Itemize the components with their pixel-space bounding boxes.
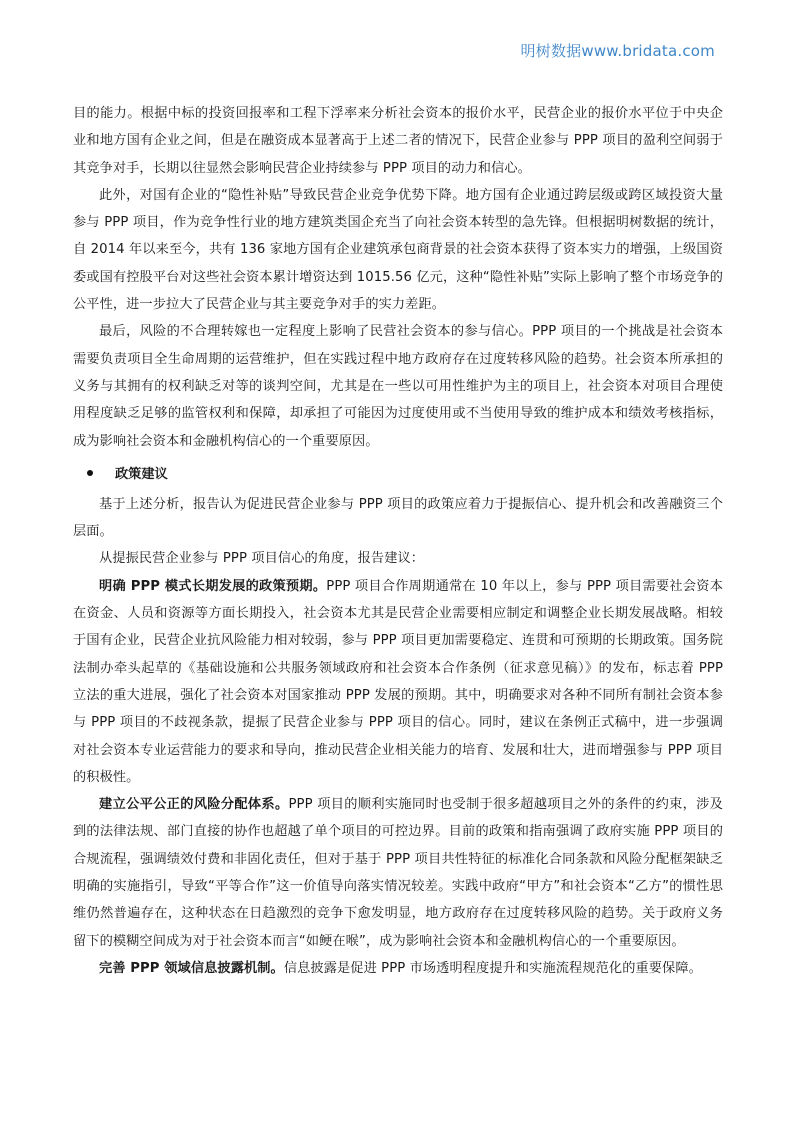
section-heading-text: 政策建议 [115,467,168,483]
paragraph-6-body: PPP 项目合作周期通常在 10 年以上，参与 PPP 项目需要社会资本在资金、人员和资源等方面长期投入，社会资本尤其是民营企业需要相应制定和调整企业长期发展战略。相较于国有企业，民营企业抗风险能力相对较弱，参与 PPP 项目更加需要稳定、连贯和可预期的长期政策。国务院法制办牵头起草的《基础设施和公共服务领域政府和社会资本合作条例（征求意见稿）》的发布，标志着 PPP 立法的重大进展，强化了社会资本对国家推动 PPP 发展的预期。其中，明确要求对各种不同所有制社会资本参与 PPP 项目的不歧视条款，提振了民营企业参与 PPP 项目的信心。同时，建议在条例正式稿中，进一步强调对社会资本专业运营能力的要求和导向，推动民营企业相关能力的培育、发展和壮大，进而增强参与 PPP 项目的积极性。 [73,578,723,785]
paragraph-7-body: PPP 项目的顺利实施同时也受制于很多超越项目之外的条件的约束，涉及到的法律法规、部门直接的协作也超越了单个项目的可控边界。目前的政策和指南强调了政府实施 PPP 项目的合规流程，强调绩效付费和非固化责任，但对于基于 PPP 项目共性特征的标准化合同条款和风险分配框架缺乏明确的实施指引，导致“平等合作”这一价值导向落实情况较差。实践中政府“甲方”和社会资本“乙方”的惯性思维仍然普遍存在，这种状态在日趋激烈的竞争下愈发明显，地方政府存在过度转移风险的趋势。关于政府义务留下的模糊空间成为对于社会资本而言“如鲠在喉”，成为影响社会资本和金融机构信心的一个重要原因。 [73,797,723,949]
document-body [73,100,723,982]
paragraph-1: 目的能力。根据中标的投资回报率和工程下浮率来分析社会资本的报价水平，民营企业的报价水平位于中央企业和地方国有企业之间，但是在融资成本显著高于上述二者的情况下，民营企业参与 PPP 项目的盈利空间弱于其竞争对手，长期以往显然会影响民营企业持续参与 PPP 项目的动力和信心。 [73,106,723,176]
paragraph-7-lead: 建立公平公正的风险分配体系。 [99,797,289,813]
paragraph-2: 此外，对国有企业的“隐性补贴”导致民营企业竞争优势下降。地方国有企业通过跨层级或跨区域投资大量参与 PPP 项目，作为竞争性行业的地方建筑类国企充当了向社会资本转型的急先锋。但根据明树数据的统计，自 2014 年以来至今，共有 136 家地方国有企业建筑承包商背景的社会资本获得了资本实力的增强，上级国资委或国有控股平台对这些社会资本累计增资达到 1015.56 亿元，这种“隐性补贴”实际上影响了整个市场竞争的公平性，进一步拉大了民营企业与其主要竞争对手的实力差距。 [73,187,723,313]
paragraph-6-lead: 明确 PPP 模式长期发展的政策预期。 [99,578,327,594]
paragraph-8-body: 信息披露是促进 PPP 市场透明程度提升和实施流程规范化的重要保障。 [283,960,702,976]
section-heading [73,455,723,491]
header-brand[interactable]: 明树数据www.bridata.com [520,42,715,60]
paragraph-6 [73,573,723,791]
paragraph-7 [73,791,723,955]
paragraph-4: 基于上述分析，报告认为促进民营企业参与 PPP 项目的政策应着力于提振信心、提升机会和改善融资三个层面。 [73,496,723,540]
paragraph-3: 最后，风险的不合理转嫁也一定程度上影响了民营社会资本的参与信心。PPP 项目的一个挑战是社会资本需要负责项目全生命周期的运营维护，但在实践过程中地方政府存在过度转移风险的趋势。社会资本所承担的义务与其拥有的权利缺乏对等的谈判空间，尤其是在一些以可用性维护为主的项目上，社会资本对项目合理使用程度缺乏足够的监管权利和保障，却承担了可能因为过度使用或不当使用导致的维护成本和绩效考核指标，成为影响社会资本和金融机构信心的一个重要原因。 [73,324,723,449]
bullet-dot-icon [87,470,93,476]
paragraph-5: 从提振民营企业参与 PPP 项目信心的角度，报告建议： [99,551,425,567]
paragraph-8-lead: 完善 PPP 领域信息披露机制。 [99,960,284,976]
paragraph-8 [73,955,723,982]
